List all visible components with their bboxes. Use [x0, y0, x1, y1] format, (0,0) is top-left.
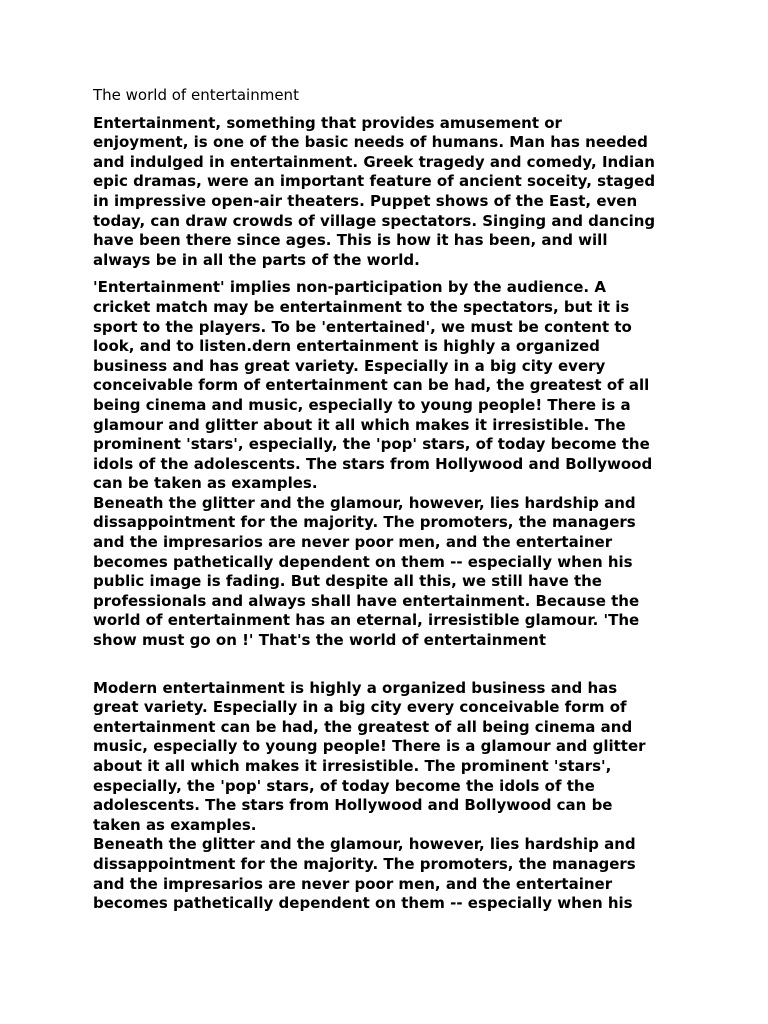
document-page: [93, 86, 683, 914]
paragraph-5: Beneath the glitter and the glamour, however, lies hardship and dissappointment for the majority. The promoters, the managers and the impresarios are never poor men, and the entertainer becomes pathetically dependent on them -- especially when his: [93, 835, 636, 913]
paragraph-spacer: [93, 651, 683, 679]
paragraph-2: 'Entertainment' implies non-participation by the audience. A cricket match may be entertainment to the spectators, but it is sport to the players. To be 'entertained', we must be content to look, and to listen.dern entertainment is highly a organized business and has great variety. Especially in a big city every conceivable form of entertainment can be had, the greatest of all being cinema and music, especially to young people! There is a glamour and glitter about it all which makes it irresistible. The prominent 'stars', especially, the 'pop' stars, of today become the idols of the adolescents. The stars from Hollywood and Bollywood can be taken as examples.: [93, 278, 653, 493]
paragraph-3: Beneath the glitter and the glamour, however, lies hardship and dissappointment for the majority. The promoters, the managers and the impresarios are never poor men, and the entertainer becomes pathetically dependent on them -- especially when his public image is fading. But despite all this, we still have the professionals and always shall have entertainment. Because the world of entertainment has an eternal, irresistible glamour. 'The show must go on !' That's the world of entertainment: [93, 493, 640, 650]
document-title: The world of entertainment: [93, 86, 299, 104]
paragraph-1: Entertainment, something that provides amusement or enjoyment, is one of the basic needs of humans. Man has needed and indulged in entertainment. Greek tragedy and comedy, Indian epic dramas, were an important feature of ancient soceity, staged in impressive open-air theaters. Puppet shows of the East, even today, can draw crowds of village spectators. Singing and dancing have been there since ages. This is how it has been, and will always be in all the parts of the world.: [93, 113, 656, 269]
paragraph-4: Modern entertainment is highly a organized business and has great variety. Especially in a big city every conceivable form of entertainment can be had, the greatest of all being cinema and music, especially to young people! There is a glamour and glitter about it all which makes it irresistible. The prominent 'stars', especially, the 'pop' stars, of today become the idols of the adolescents. The stars from Hollywood and Bollywood can be taken as examples.: [93, 678, 646, 834]
paragraph-spacer: [93, 270, 683, 278]
